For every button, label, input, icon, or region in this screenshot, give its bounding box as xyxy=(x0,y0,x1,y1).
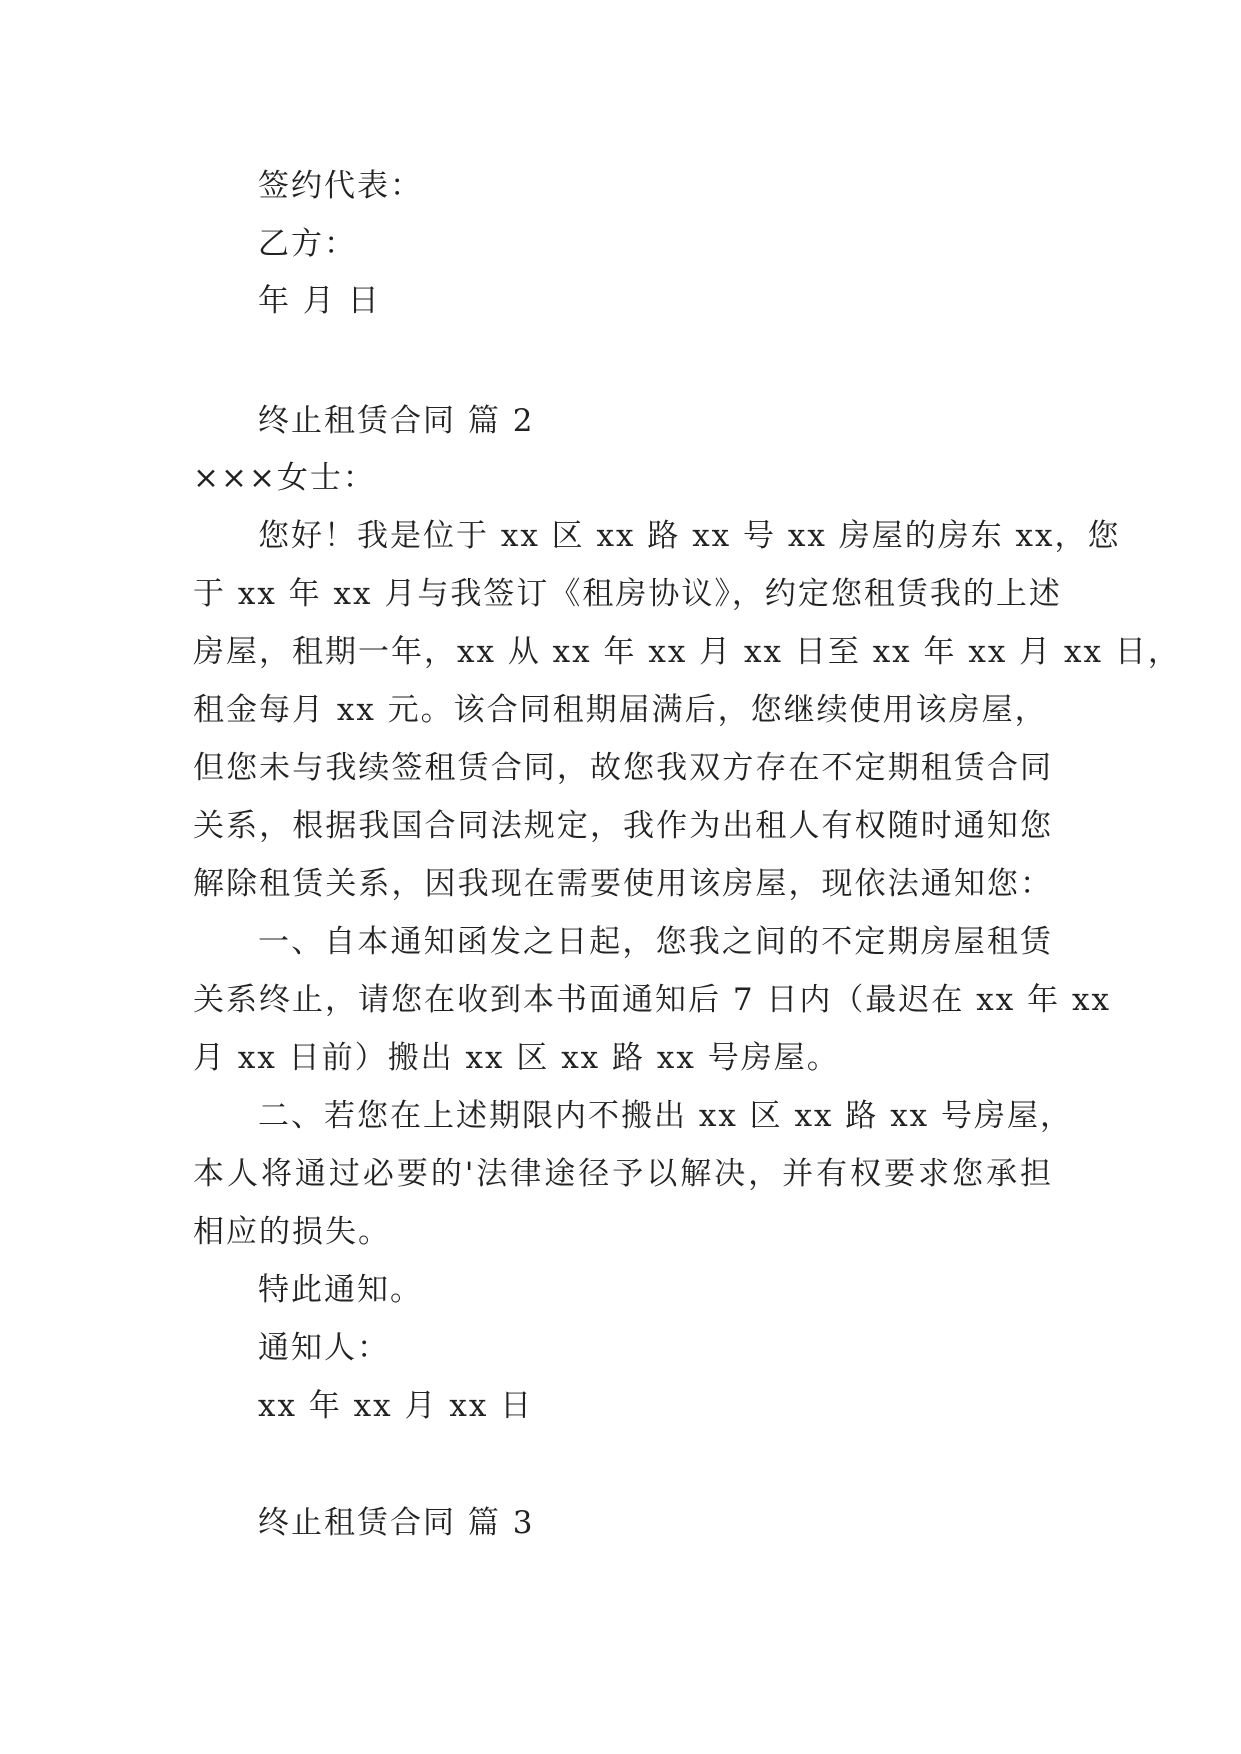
section-heading: 终止租赁合同 篇 2 xyxy=(258,403,535,439)
paragraph-line: 月 xx 日前）搬出 xx 区 xx 路 xx 号房屋。 xyxy=(193,1040,840,1076)
paragraph-line: 二、若您在上述期限内不搬出 xx 区 xx 路 xx 号房屋， xyxy=(258,1098,1074,1134)
signatory-label: 签约代表： xyxy=(258,168,423,204)
notifier-label: 通知人： xyxy=(258,1330,390,1366)
paragraph-line: 房屋，租期一年，xx 从 xx 年 xx 月 xx 日至 xx 年 xx 月 xx 日， xyxy=(193,634,1181,670)
paragraph-line: 相应的损失。 xyxy=(193,1214,391,1250)
paragraph-line: 一、自本通知函发之日起，您我之间的不定期房屋租赁 xyxy=(258,924,1053,960)
date-placeholder: 年 月 日 xyxy=(258,283,381,319)
notice-date: xx 年 xx 月 xx 日 xyxy=(258,1388,534,1424)
paragraph-line: 本人将通过必要的'法律途径予以解决，并有权要求您承担 xyxy=(193,1156,1053,1192)
paragraph-line: 但您未与我续签租赁合同，故您我双方存在不定期租赁合同 xyxy=(193,750,1053,786)
paragraph-line: 于 xx 年 xx 月与我签订《租房协议》，约定您租赁我的上述 xyxy=(193,576,1062,612)
salutation: ×××女士： xyxy=(193,460,376,496)
party-b-label: 乙方： xyxy=(258,226,357,262)
section-heading: 终止租赁合同 篇 3 xyxy=(258,1505,535,1541)
paragraph-line: 您好！我是位于 xx 区 xx 路 xx 号 xx 房屋的房东 xx，您 xyxy=(258,518,1121,554)
closing-text: 特此通知。 xyxy=(258,1272,423,1308)
paragraph-line: 解除租赁关系，因我现在需要使用该房屋，现依法通知您： xyxy=(193,866,1053,902)
paragraph-line: 关系，根据我国合同法规定，我作为出租人有权随时通知您 xyxy=(193,808,1053,844)
paragraph-line: 租金每月 xx 元。该合同租期届满后，您继续使用该房屋， xyxy=(193,692,1048,728)
paragraph-line: 关系终止，请您在收到本书面通知后 7 日内（最迟在 xx 年 xx xyxy=(193,982,1111,1018)
